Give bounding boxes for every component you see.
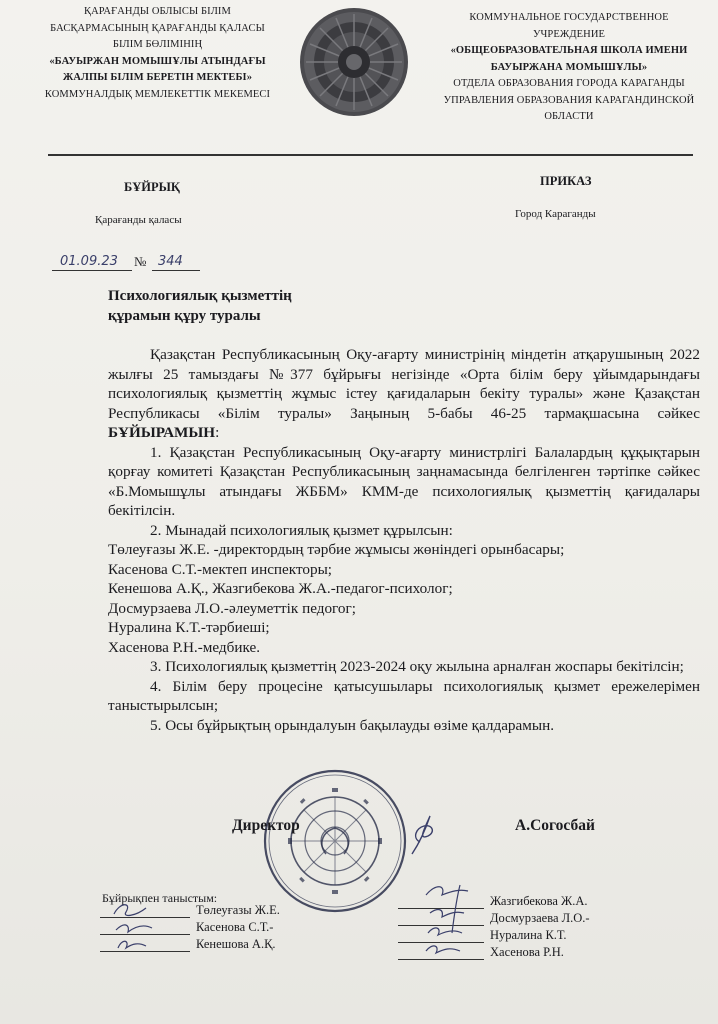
member-line: Досмурзаева Л.О.-әлеуметтік педогог; [108, 599, 356, 617]
order-number: 344 [158, 254, 183, 269]
header-left-kz [20, 4, 295, 103]
director-name: А.Согосбай [515, 817, 595, 834]
order-body [108, 345, 700, 735]
order-date: 01.09.23 [60, 254, 118, 269]
item-4: 4. Білім беру процесіне қатысушылары психологиялық қызмет ережелерімен таныстырылсын; [108, 677, 700, 714]
item-5: 5. Осы бұйрықтың орындалуын бақылауды өзіме қалдарамын. [150, 716, 555, 734]
ack-name: Кенешова А.Қ. [196, 937, 276, 951]
ack-name: Нуралина К.Т. [490, 928, 567, 942]
director-handwritten-signature-icon [406, 812, 440, 858]
member-line: Төлеуғазы Ж.Е. -директордың тәрбие жұмысы жөніндегі орынбасары; [108, 541, 565, 558]
intro-command: БҰЙЫРАМЫН [108, 424, 216, 441]
header-right-line: УПРАВЛЕНИЯ ОБРАЗОВАНИЯ КАРАГАНДИНСКОЙ [443, 94, 695, 106]
acknowledgement-right [398, 893, 613, 961]
order-subject [108, 286, 292, 326]
header-right-ru [428, 10, 710, 126]
order-title-ru: ПРИКАЗ [540, 174, 592, 188]
ack-handwritten-signatures-icon [416, 881, 476, 961]
ack-name: Хасенова Р.Н. [490, 945, 564, 959]
item-2: 2. Мынадай психологиялық қызмет құрылсын: [150, 521, 453, 539]
ack-name: Төлеуғазы Ж.Е. [196, 903, 280, 917]
member-line: Хасенова Р.Н.-медбике. [108, 638, 261, 656]
member-line: Нуралина К.Т.-тәрбиеші; [108, 619, 270, 636]
item-3: 3. Психологиялық қызметтің 2023-2024 оқу жылына арналған жоспары бекітілсін; [150, 658, 684, 675]
number-underline [152, 270, 200, 271]
order-number-sign: № [134, 254, 147, 269]
header-right-line: БАУЫРЖАНА МОМЫШҰЛЫ» [490, 61, 648, 73]
school-round-stamp-icon [262, 768, 408, 914]
header-left-line: ЖАЛПЫ БІЛІМ БЕРЕТІН МЕКТЕБІ» [62, 72, 253, 83]
member-line: Касенова С.Т.-мектеп инспекторы; [108, 560, 333, 578]
order-date-number [52, 254, 200, 272]
intro-text: Қазақстан Республикасының Оқу-ағарту министрінің міндетін атқарушының 2022 жылғы 25 тамыздағы №377 бұйрығы негізінде «Орта білім беру ұйымдарындағы психологиялық қызметтің жұмыс істеу қағидаларын бекіту туралы» және Қазақстан Республикасы «Білім туралы» Заңының 5-бабы 46-25 тармақшасына сәйкес [108, 346, 700, 422]
member-line: Кенешова А.Қ., Жазгибекова Ж.А.-педагог-психолог; [108, 580, 453, 597]
header-left-line: «БАУЫРЖАН МОМЫШҰЛЫ АТЫНДАҒЫ [49, 55, 266, 67]
header-right-line: УЧРЕЖДЕНИЕ [532, 28, 606, 40]
director-role: Директор [232, 817, 300, 834]
ack-handwritten-signatures-icon [106, 898, 166, 956]
intro-paragraph [108, 345, 700, 443]
ack-name: Жазгибекова Ж.А. [490, 894, 588, 908]
ack-name: Касенова С.Т.- [196, 920, 274, 934]
ack-name: Досмурзаева Л.О.- [490, 911, 590, 925]
header-right-line: ОБЛАСТИ [544, 111, 594, 122]
acknowledgement-title: Бұйрықпен таныстым: [102, 891, 218, 905]
subject-line: Психологиялық қызметтің [108, 288, 292, 304]
subject-line: құрамын құру туралы [108, 308, 261, 324]
header-divider [48, 154, 693, 156]
city-kz: Қарағанды қаласы [95, 214, 182, 226]
acknowledgement-left [100, 902, 295, 953]
intro-end: : [215, 424, 220, 441]
header-right-line: ОТДЕЛА ОБРАЗОВАНИЯ ГОРОДА КАРАГАНДЫ [453, 78, 685, 89]
header-right-line: «ОБЩЕОБРАЗОВАТЕЛЬНАЯ ШКОЛА ИМЕНИ [450, 45, 688, 56]
header-left-line: КОММУНАЛДЫҚ МЕМЛЕКЕТТІК МЕКЕМЕСІ [44, 88, 271, 100]
header-right-line: КОММУНАЛЬНОЕ ГОСУДАРСТВЕННОЕ [469, 12, 669, 23]
item-1: 1. Қазақстан Республикасының Оқу-ағарту министрлігі Балалардың құқықтарын қорғау комитеті Қазақстан Республикасының заңнамасында белгіленген тәртіпке сәйкес «Б.Момышұлы атындағы ЖББМ» КММ-де психологиялық қызметтің қағидалары бекітілсін. [108, 443, 700, 519]
order-title-kz: БҰЙРЫҚ [124, 180, 180, 194]
header-left-line: БАСҚАРМАСЫНЫҢ ҚАРАҒАНДЫ ҚАЛАСЫ [50, 22, 265, 34]
city-ru: Город Караганды [515, 208, 596, 220]
date-underline [52, 270, 132, 271]
kazakhstan-state-emblem-icon [298, 6, 410, 118]
header-left-line: ҚАРАҒАНДЫ ОБЛЫСЫ БІЛІМ [84, 6, 231, 17]
header-left-line: БІЛІМ БӨЛІМІНІҢ [112, 39, 203, 50]
